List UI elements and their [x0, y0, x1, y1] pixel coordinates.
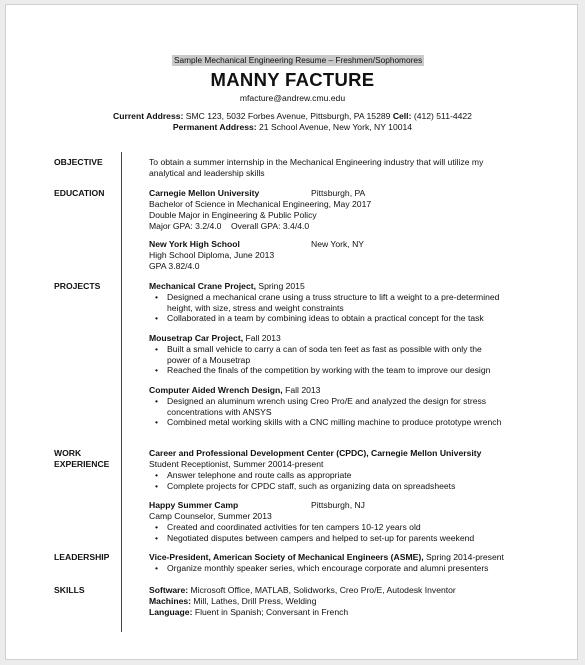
- project-heading: [149, 385, 320, 396]
- bullet-text: Negotiated disputes between campers and helped to set-up for parents weekend: [167, 533, 475, 543]
- bullet-text: Complete projects for CPDC staff, such as organizing data on spreadsheets: [167, 481, 456, 491]
- section-experience: EXPERIENCE: [54, 459, 110, 469]
- bullet-text: Combined metal working skills with a CNC milling machine to produce prototype wrench: [167, 417, 502, 427]
- bullet-text: Designed an aluminum wrench using Creo Pro/E and analyzed the design for stress concentrations with ANSYS: [167, 396, 487, 417]
- work-role: Camp Counselor, Summer 2013: [149, 511, 272, 521]
- skill-label: Language:: [149, 607, 193, 617]
- bullet-icon: •: [155, 417, 159, 427]
- section-divider: [121, 152, 122, 632]
- leadership-title: Vice-President, American Society of Mechanical Engineers (ASME),: [149, 552, 424, 562]
- education-school: New York High School: [149, 239, 240, 249]
- project-bullet: [155, 313, 507, 324]
- skill-value: Mill, Lathes, Drill Press, Welding: [191, 596, 317, 606]
- bullet-icon: •: [155, 365, 159, 375]
- objective-text: To obtain a summer internship in the Mechanical Engineering industry that will utilize my analytical and leadership skills: [149, 157, 484, 178]
- skill-label: Software:: [149, 585, 189, 595]
- work-title: Career and Professional Development Center (CPDC), Carnegie Mellon University: [149, 448, 482, 458]
- current-address-line: [0, 111, 585, 121]
- bullet-icon: •: [155, 313, 159, 323]
- project-bullet: [155, 292, 507, 313]
- project-heading: [149, 281, 305, 292]
- skill-value: Microsoft Office, MATLAB, Solidworks, Creo Pro/E, Autodesk Inventor: [188, 585, 456, 595]
- project-date: Fall 2013: [282, 385, 321, 395]
- education-line: High School Diploma, June 2013: [149, 250, 275, 260]
- section-projects: PROJECTS: [54, 281, 101, 291]
- project-title: Computer Aided Wrench Design,: [149, 385, 283, 395]
- leadership-heading: [149, 552, 504, 563]
- work-role: Student Receptionist, Summer 20014-present: [149, 459, 324, 469]
- permanent-address: 21 School Avenue, New York, NY 10014: [259, 122, 413, 132]
- bullet-text: Designed a mechanical crane using a truss structure to lift a weight to a pre-determined height, with size, stress and weight constraints: [167, 292, 500, 313]
- project-bullet: [155, 365, 507, 376]
- bullet-text: Built a small vehicle to carry a can of soda ten feet as fast as possible with only the power of a Mousetrap: [167, 344, 482, 365]
- candidate-name: MANNY FACTURE: [210, 69, 375, 90]
- bullet-text: Reached the finals of the competition by working with the team to improve our design: [167, 365, 491, 375]
- work-location: Pittsburgh, NJ: [311, 500, 365, 510]
- work-title: Happy Summer Camp: [149, 500, 239, 510]
- skill-line: [149, 596, 316, 607]
- education-line: Bachelor of Science in Mechanical Engineering, May 2017: [149, 199, 372, 209]
- work-bullet: [155, 533, 507, 544]
- current-address-label: Current Address:: [113, 111, 184, 121]
- permanent-address-label: Permanent Address:: [172, 122, 257, 132]
- project-bullet: [155, 417, 507, 428]
- project-bullet: [155, 344, 507, 365]
- bullet-icon: •: [155, 533, 159, 543]
- skill-line: [149, 585, 456, 596]
- education-school: Carnegie Mellon University: [149, 188, 260, 198]
- work-bullet: [155, 481, 507, 492]
- project-date: Spring 2015: [256, 281, 305, 291]
- cell-phone: (412) 511-4422: [413, 111, 472, 121]
- section-education: EDUCATION: [54, 188, 105, 198]
- bullet-icon: •: [155, 563, 159, 573]
- leadership-bullet: [155, 563, 507, 574]
- project-bullet: [155, 396, 507, 417]
- education-location: New York, NY: [311, 239, 365, 249]
- education-location: Pittsburgh, PA: [311, 188, 366, 198]
- work-bullet: [155, 522, 507, 533]
- cell-label: Cell:: [392, 111, 412, 121]
- bullet-text: Organize monthly speaker series, which encourage corporate and alumni presenters: [167, 563, 489, 573]
- skill-line: [149, 607, 348, 618]
- project-title: Mousetrap Car Project,: [149, 333, 244, 343]
- section-objective: OBJECTIVE: [54, 157, 103, 167]
- bullet-text: Answer telephone and route calls as appropriate: [167, 470, 352, 480]
- leadership-date: Spring 2014-present: [423, 552, 504, 562]
- bullet-icon: •: [155, 344, 159, 354]
- bullet-icon: •: [155, 396, 159, 406]
- resume-tagline: Sample Mechanical Engineering Resume – Freshmen/Sophomores: [174, 55, 423, 65]
- project-heading: [149, 333, 281, 344]
- education-line: Major GPA: 3.2/4.0 Overall GPA: 3.4/4.0: [149, 221, 310, 231]
- email-address: mfacture@andrew.cmu.edu: [239, 93, 346, 103]
- permanent-address-line: [0, 122, 585, 132]
- bullet-icon: •: [155, 292, 159, 302]
- bullet-icon: •: [155, 481, 159, 491]
- section-skills: SKILLS: [54, 585, 85, 595]
- education-line: GPA 3.82/4.0: [149, 261, 200, 271]
- current-address: SMC 123, 5032 Forbes Avenue, Pittsburgh, PA 15289: [185, 111, 391, 121]
- skill-value: Fluent in Spanish; Conversant in French: [192, 607, 349, 617]
- bullet-text: Created and coordinated activities for ten campers 10-12 years old: [167, 522, 421, 532]
- bullet-text: Collaborated in a team by combining ideas to obtain a practical concept for the task: [167, 313, 484, 323]
- bullet-icon: •: [155, 522, 159, 532]
- education-line: Double Major in Engineering & Public Policy: [149, 210, 317, 220]
- section-work: WORK: [54, 448, 82, 458]
- project-title: Mechanical Crane Project,: [149, 281, 256, 291]
- project-date: Fall 2013: [243, 333, 281, 343]
- bullet-icon: •: [155, 470, 159, 480]
- section-leadership: LEADERSHIP: [54, 552, 110, 562]
- work-bullet: [155, 470, 507, 481]
- skill-label: Machines:: [149, 596, 192, 606]
